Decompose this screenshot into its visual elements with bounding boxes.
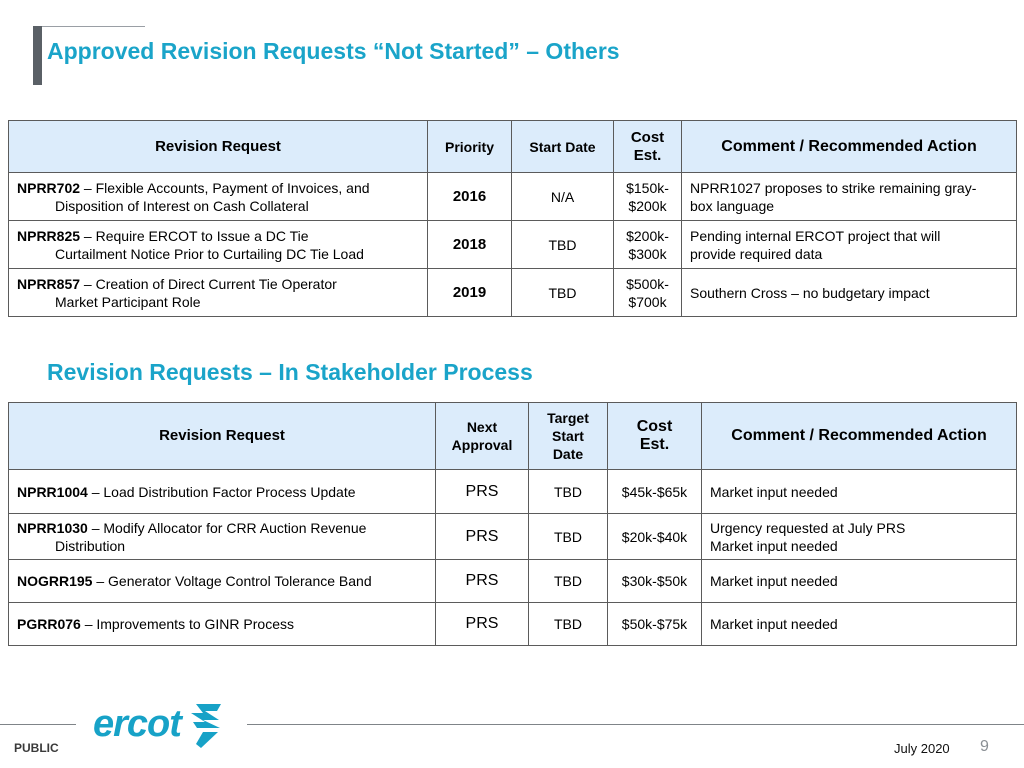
header-revision-request: Revision Request — [9, 403, 436, 470]
revision-desc-cont: Distribution — [55, 537, 126, 554]
start-date-cell: TBD — [512, 221, 614, 269]
revision-request-cell — [9, 221, 428, 269]
revision-request-cell — [9, 560, 436, 603]
comment-line-1: Pending internal ERCOT project that will — [690, 227, 941, 244]
header-comment: Comment / Recommended Action — [682, 121, 1017, 173]
table-row — [9, 560, 1017, 603]
header-revision-request: Revision Request — [9, 121, 428, 173]
header-cost-line-1: Cost — [636, 418, 673, 435]
comment-cell — [682, 269, 1017, 317]
title-accent-line — [42, 26, 145, 27]
table-header-row — [9, 403, 1017, 470]
revision-desc: – Flexible Accounts, Payment of Invoices, and — [80, 179, 370, 196]
revision-desc: – Creation of Direct Current Tie Operator — [80, 275, 337, 292]
cost-cell: $50k-$75k — [608, 603, 702, 646]
start-date-cell: N/A — [512, 173, 614, 221]
cost-cell: $30k-$50k — [608, 560, 702, 603]
title-accent-bar — [33, 26, 42, 85]
table-row — [9, 603, 1017, 646]
comment-line-2: provide required data — [690, 245, 823, 262]
revision-request-cell — [9, 269, 428, 317]
revision-id: NPRR1004 — [17, 483, 88, 500]
cost-cell — [614, 173, 682, 221]
comment-cell: Market input needed — [702, 470, 1017, 514]
section-title: Revision Requests – In Stakeholder Process — [47, 359, 533, 385]
comment-cell — [702, 514, 1017, 560]
revision-id: NPRR1030 — [17, 519, 88, 536]
next-approval-cell: PRS — [436, 514, 529, 560]
revision-id: NOGRR195 — [17, 573, 93, 589]
header-target-line-1: Target — [547, 410, 589, 426]
revision-id: NPRR825 — [17, 227, 81, 244]
table-row — [9, 269, 1017, 317]
comment-cell: Market input needed — [702, 560, 1017, 603]
cost-line-1: $500k- — [626, 275, 669, 292]
header-target-line-3: Date — [552, 446, 584, 462]
cost-line-2: $300k — [628, 245, 667, 262]
cost-cell — [614, 221, 682, 269]
comment-cell — [682, 173, 1017, 221]
header-cost-est — [608, 403, 702, 470]
comment-cell: Market input needed — [702, 603, 1017, 646]
target-date-cell: TBD — [529, 514, 608, 560]
revision-desc-cont: Disposition of Interest on Cash Collateral — [55, 197, 309, 214]
priority-cell: 2019 — [428, 269, 512, 317]
cost-cell — [614, 269, 682, 317]
revision-desc: – Improvements to GINR Process — [80, 616, 294, 632]
target-date-cell: TBD — [529, 560, 608, 603]
comment-cell — [682, 221, 1017, 269]
target-date-cell: TBD — [529, 470, 608, 514]
next-approval-cell: PRS — [436, 560, 529, 603]
comment-line-2: box language — [690, 197, 775, 214]
revision-request-cell — [9, 514, 436, 560]
revision-desc: – Load Distribution Factor Process Update — [87, 483, 356, 500]
table-row — [9, 514, 1017, 560]
revision-desc: – Require ERCOT to Issue a DC Tie — [80, 227, 309, 244]
revision-desc-cont: Curtailment Notice Prior to Curtailing DC Tie Load — [55, 245, 364, 262]
table-row — [9, 470, 1017, 514]
priority-cell: 2018 — [428, 221, 512, 269]
slide-title: Approved Revision Requests “Not Started” – Others — [47, 38, 620, 64]
header-target-start-date — [529, 403, 608, 470]
ercot-logo — [93, 700, 228, 750]
header-next-line-1: Next — [466, 419, 498, 435]
revision-id: NPRR702 — [17, 179, 81, 196]
comment-line-2: Market input needed — [710, 537, 838, 554]
footer-divider-left — [0, 724, 76, 725]
table-row — [9, 221, 1017, 269]
not-started-table — [8, 120, 1017, 317]
table-header-row — [9, 121, 1017, 173]
revision-request-cell — [9, 603, 436, 646]
header-cost-line-2: Est. — [639, 436, 670, 453]
revision-id: PGRR076 — [17, 616, 81, 632]
revision-request-cell — [9, 470, 436, 514]
next-approval-cell: PRS — [436, 470, 529, 514]
revision-desc-cont: Market Participant Role — [55, 293, 201, 310]
logo-bolt-icon — [191, 704, 221, 748]
footer-divider-right — [247, 724, 1024, 725]
header-priority: Priority — [428, 121, 512, 173]
classification-label: PUBLIC — [14, 741, 59, 755]
cost-line-1: $200k- — [626, 227, 669, 244]
header-next-approval — [436, 403, 529, 470]
cost-line-2: $200k — [628, 197, 667, 214]
comment-line-1: NPRR1027 proposes to strike remaining gray- — [690, 179, 977, 196]
header-target-line-2: Start — [552, 428, 584, 444]
cost-cell: $20k-$40k — [608, 514, 702, 560]
revision-desc: – Modify Allocator for CRR Auction Revenue — [87, 519, 367, 536]
target-date-cell: TBD — [529, 603, 608, 646]
header-start-date: Start Date — [512, 121, 614, 173]
header-cost-est: Cost Est. — [614, 121, 682, 173]
next-approval-cell: PRS — [436, 603, 529, 646]
comment-line-1: Urgency requested at July PRS — [710, 519, 906, 536]
cost-cell: $45k-$65k — [608, 470, 702, 514]
comment-line-1: Southern Cross – no budgetary impact — [690, 284, 930, 301]
revision-request-cell — [9, 173, 428, 221]
priority-cell: 2016 — [428, 173, 512, 221]
cost-line-1: $150k- — [626, 179, 669, 196]
logo-wordmark: ercot — [93, 703, 181, 745]
header-comment: Comment / Recommended Action — [702, 403, 1017, 470]
revision-desc: – Generator Voltage Control Tolerance Band — [92, 573, 372, 589]
stakeholder-process-table — [8, 402, 1017, 646]
start-date-cell: TBD — [512, 269, 614, 317]
header-next-line-2: Approval — [451, 437, 513, 453]
footer-date: July 2020 — [894, 741, 950, 756]
revision-id: NPRR857 — [17, 275, 81, 292]
page-number: 9 — [980, 738, 989, 755]
table-row — [9, 173, 1017, 221]
cost-line-2: $700k — [628, 293, 667, 310]
